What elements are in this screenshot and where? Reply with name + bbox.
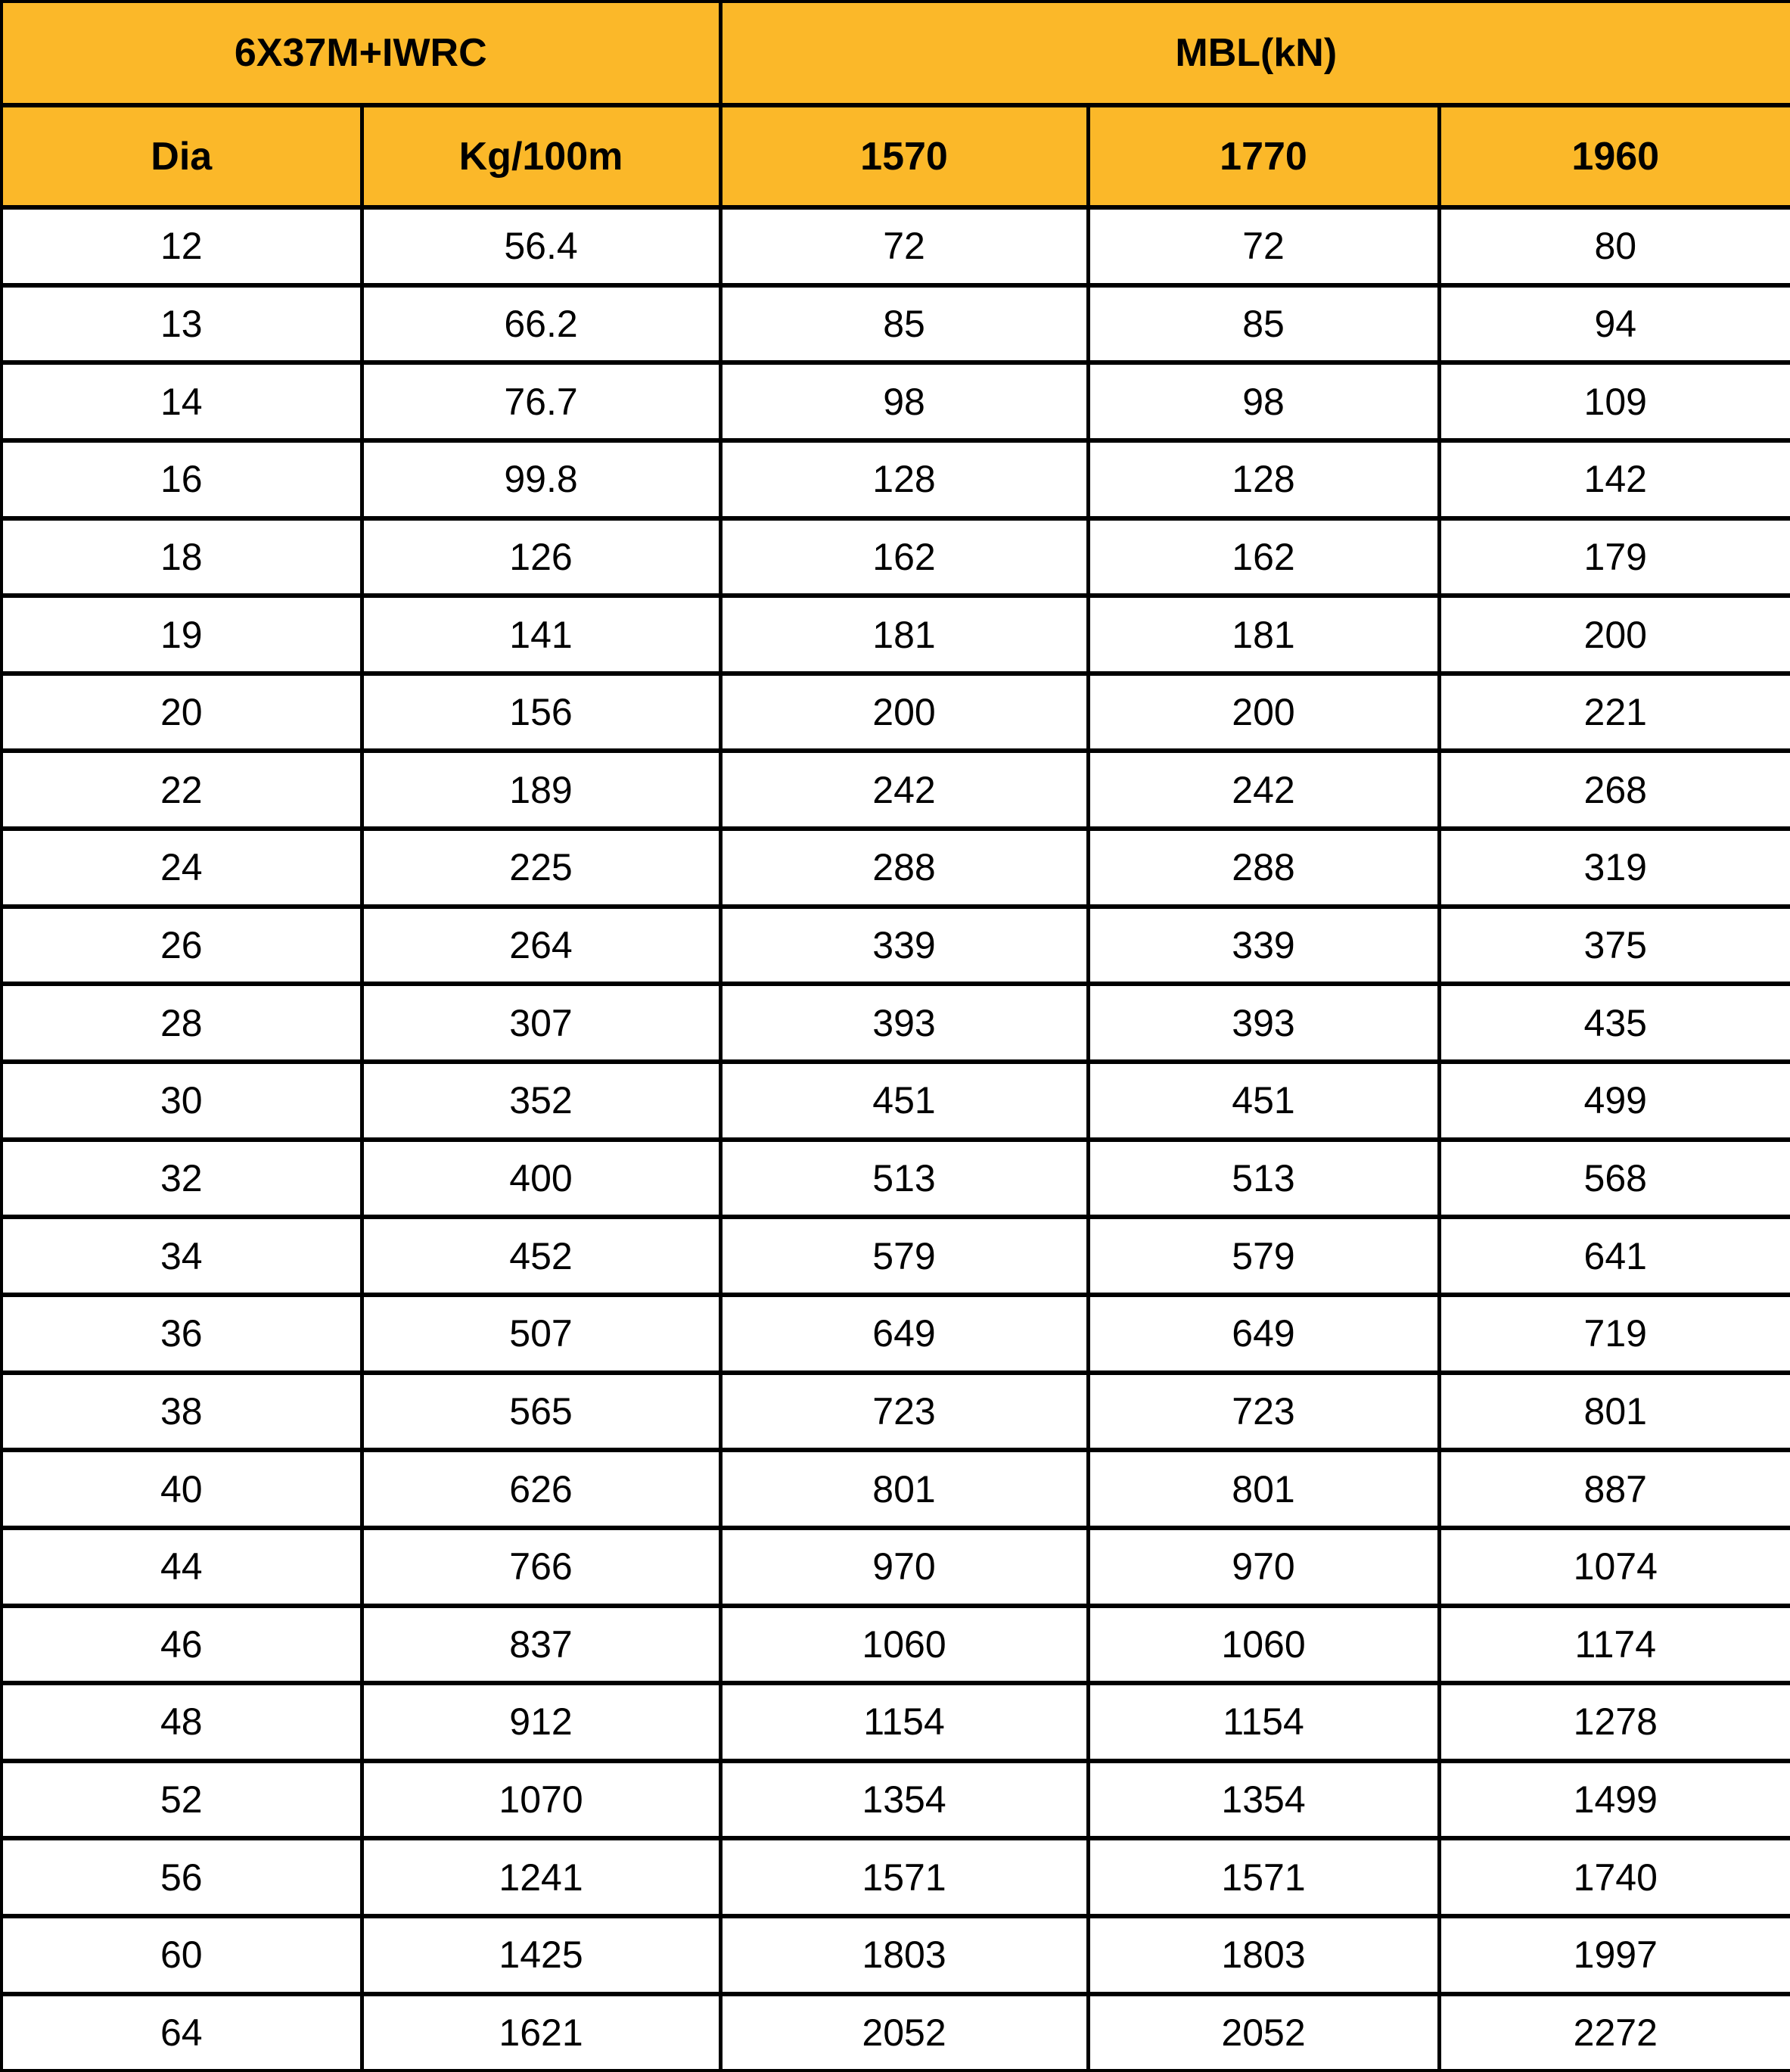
cell-dia: 18 — [2, 518, 362, 596]
cell-mbl-1770: 1154 — [1088, 1683, 1439, 1761]
cell-mbl-1960: 1997 — [1439, 1916, 1790, 1994]
column-header-kg100m: Kg/100m — [362, 105, 720, 207]
cell-kg100m: 565 — [362, 1373, 720, 1451]
cell-dia: 52 — [2, 1761, 362, 1839]
cell-kg100m: 912 — [362, 1683, 720, 1761]
cell-mbl-1960: 1278 — [1439, 1683, 1790, 1761]
table-row — [2, 1450, 1790, 1528]
cell-mbl-1570: 1803 — [720, 1916, 1088, 1994]
cell-mbl-1770: 723 — [1088, 1373, 1439, 1451]
cell-mbl-1960: 80 — [1439, 207, 1790, 285]
cell-kg100m: 126 — [362, 518, 720, 596]
cell-kg100m: 1070 — [362, 1761, 720, 1839]
cell-kg100m: 99.8 — [362, 440, 720, 518]
cell-mbl-1960: 1499 — [1439, 1761, 1790, 1839]
cell-mbl-1570: 1354 — [720, 1761, 1088, 1839]
cell-mbl-1570: 451 — [720, 1062, 1088, 1140]
table-row — [2, 1606, 1790, 1684]
cell-dia: 36 — [2, 1295, 362, 1373]
cell-mbl-1770: 181 — [1088, 596, 1439, 674]
cell-kg100m: 225 — [362, 829, 720, 907]
cell-mbl-1570: 801 — [720, 1450, 1088, 1528]
cell-mbl-1570: 72 — [720, 207, 1088, 285]
cell-dia: 30 — [2, 1062, 362, 1140]
cell-dia: 22 — [2, 751, 362, 829]
cell-mbl-1770: 288 — [1088, 829, 1439, 907]
cell-kg100m: 264 — [362, 907, 720, 985]
cell-mbl-1570: 1060 — [720, 1606, 1088, 1684]
cell-dia: 40 — [2, 1450, 362, 1528]
cell-mbl-1770: 579 — [1088, 1217, 1439, 1295]
cell-mbl-1960: 641 — [1439, 1217, 1790, 1295]
cell-mbl-1960: 179 — [1439, 518, 1790, 596]
cell-mbl-1960: 109 — [1439, 362, 1790, 440]
cell-mbl-1770: 98 — [1088, 362, 1439, 440]
cell-kg100m: 837 — [362, 1606, 720, 1684]
cell-kg100m: 307 — [362, 984, 720, 1062]
cell-mbl-1570: 242 — [720, 751, 1088, 829]
cell-dia: 19 — [2, 596, 362, 674]
cell-mbl-1770: 801 — [1088, 1450, 1439, 1528]
cell-dia: 28 — [2, 984, 362, 1062]
table-row — [2, 1062, 1790, 1140]
cell-kg100m: 1621 — [362, 1994, 720, 2070]
cell-mbl-1960: 94 — [1439, 285, 1790, 363]
cell-dia: 12 — [2, 207, 362, 285]
cell-mbl-1960: 887 — [1439, 1450, 1790, 1528]
column-header-mbl-1960: 1960 — [1439, 105, 1790, 207]
table-row — [2, 518, 1790, 596]
cell-mbl-1570: 513 — [720, 1140, 1088, 1218]
cell-mbl-1770: 451 — [1088, 1062, 1439, 1140]
table-row — [2, 1683, 1790, 1761]
table-row — [2, 1295, 1790, 1373]
cell-mbl-1570: 649 — [720, 1295, 1088, 1373]
cell-dia: 60 — [2, 1916, 362, 1994]
cell-mbl-1770: 128 — [1088, 440, 1439, 518]
cell-mbl-1770: 1571 — [1088, 1838, 1439, 1916]
cell-mbl-1960: 142 — [1439, 440, 1790, 518]
cell-mbl-1770: 339 — [1088, 907, 1439, 985]
cell-dia: 48 — [2, 1683, 362, 1761]
cell-mbl-1960: 1074 — [1439, 1528, 1790, 1606]
table-row — [2, 829, 1790, 907]
cell-mbl-1960: 801 — [1439, 1373, 1790, 1451]
column-header-mbl-1570: 1570 — [720, 105, 1088, 207]
group-header-construction: 6X37M+IWRC — [2, 2, 720, 105]
cell-mbl-1960: 1740 — [1439, 1838, 1790, 1916]
group-header-mbl: MBL(kN) — [720, 2, 1790, 105]
cell-mbl-1960: 1174 — [1439, 1606, 1790, 1684]
cell-mbl-1960: 268 — [1439, 751, 1790, 829]
cell-kg100m: 141 — [362, 596, 720, 674]
column-header-mbl-1770: 1770 — [1088, 105, 1439, 207]
table-row — [2, 362, 1790, 440]
table-row — [2, 1761, 1790, 1839]
table-body — [2, 207, 1790, 2070]
cell-mbl-1770: 72 — [1088, 207, 1439, 285]
table-row — [2, 1528, 1790, 1606]
cell-mbl-1570: 162 — [720, 518, 1088, 596]
cell-mbl-1960: 221 — [1439, 674, 1790, 751]
cell-mbl-1770: 1354 — [1088, 1761, 1439, 1839]
cell-dia: 32 — [2, 1140, 362, 1218]
cell-mbl-1960: 499 — [1439, 1062, 1790, 1140]
cell-kg100m: 66.2 — [362, 285, 720, 363]
cell-mbl-1570: 723 — [720, 1373, 1088, 1451]
table-row — [2, 1838, 1790, 1916]
table-row — [2, 751, 1790, 829]
table-row — [2, 1217, 1790, 1295]
cell-mbl-1960: 2272 — [1439, 1994, 1790, 2070]
cell-kg100m: 626 — [362, 1450, 720, 1528]
cell-mbl-1960: 719 — [1439, 1295, 1790, 1373]
cell-mbl-1770: 970 — [1088, 1528, 1439, 1606]
cell-kg100m: 56.4 — [362, 207, 720, 285]
cell-mbl-1770: 649 — [1088, 1295, 1439, 1373]
cell-mbl-1960: 435 — [1439, 984, 1790, 1062]
cell-dia: 20 — [2, 674, 362, 751]
cell-mbl-1570: 579 — [720, 1217, 1088, 1295]
cell-kg100m: 507 — [362, 1295, 720, 1373]
cell-kg100m: 189 — [362, 751, 720, 829]
cell-mbl-1960: 319 — [1439, 829, 1790, 907]
cell-mbl-1770: 513 — [1088, 1140, 1439, 1218]
table-row — [2, 1994, 1790, 2070]
cell-mbl-1770: 162 — [1088, 518, 1439, 596]
cell-mbl-1770: 85 — [1088, 285, 1439, 363]
table-row — [2, 984, 1790, 1062]
cell-mbl-1570: 970 — [720, 1528, 1088, 1606]
cell-mbl-1770: 1060 — [1088, 1606, 1439, 1684]
cell-dia: 34 — [2, 1217, 362, 1295]
cell-dia: 26 — [2, 907, 362, 985]
cell-dia: 13 — [2, 285, 362, 363]
cell-mbl-1570: 288 — [720, 829, 1088, 907]
cell-kg100m: 1425 — [362, 1916, 720, 1994]
cell-mbl-1770: 393 — [1088, 984, 1439, 1062]
cell-mbl-1570: 128 — [720, 440, 1088, 518]
cell-dia: 56 — [2, 1838, 362, 1916]
table-row — [2, 1140, 1790, 1218]
cell-dia: 16 — [2, 440, 362, 518]
cell-kg100m: 1241 — [362, 1838, 720, 1916]
table-row — [2, 596, 1790, 674]
cell-mbl-1770: 200 — [1088, 674, 1439, 751]
cell-mbl-1770: 1803 — [1088, 1916, 1439, 1994]
table-header — [2, 2, 1790, 207]
table-row — [2, 674, 1790, 751]
cell-mbl-1570: 393 — [720, 984, 1088, 1062]
cell-mbl-1770: 242 — [1088, 751, 1439, 829]
cell-mbl-1570: 200 — [720, 674, 1088, 751]
cell-kg100m: 766 — [362, 1528, 720, 1606]
cell-dia: 38 — [2, 1373, 362, 1451]
table-row — [2, 207, 1790, 285]
cell-kg100m: 452 — [362, 1217, 720, 1295]
cell-dia: 46 — [2, 1606, 362, 1684]
cell-kg100m: 352 — [362, 1062, 720, 1140]
cell-dia: 64 — [2, 1994, 362, 2070]
table-row — [2, 1373, 1790, 1451]
cell-mbl-1770: 2052 — [1088, 1994, 1439, 2070]
cell-mbl-1960: 200 — [1439, 596, 1790, 674]
table-row — [2, 440, 1790, 518]
table-row — [2, 907, 1790, 985]
cell-dia: 14 — [2, 362, 362, 440]
cell-mbl-1570: 98 — [720, 362, 1088, 440]
cell-kg100m: 400 — [362, 1140, 720, 1218]
cell-mbl-1570: 181 — [720, 596, 1088, 674]
cell-kg100m: 156 — [362, 674, 720, 751]
cell-dia: 24 — [2, 829, 362, 907]
table-row — [2, 1916, 1790, 1994]
cell-kg100m: 76.7 — [362, 362, 720, 440]
cell-mbl-1570: 339 — [720, 907, 1088, 985]
column-header-dia: Dia — [2, 105, 362, 207]
cell-mbl-1960: 568 — [1439, 1140, 1790, 1218]
group-header-row — [2, 2, 1790, 105]
cell-mbl-1570: 85 — [720, 285, 1088, 363]
cell-mbl-1570: 1571 — [720, 1838, 1088, 1916]
cell-mbl-1570: 2052 — [720, 1994, 1088, 2070]
cell-mbl-1570: 1154 — [720, 1683, 1088, 1761]
cell-mbl-1960: 375 — [1439, 907, 1790, 985]
cell-dia: 44 — [2, 1528, 362, 1606]
column-header-row — [2, 105, 1790, 207]
table-row — [2, 285, 1790, 363]
